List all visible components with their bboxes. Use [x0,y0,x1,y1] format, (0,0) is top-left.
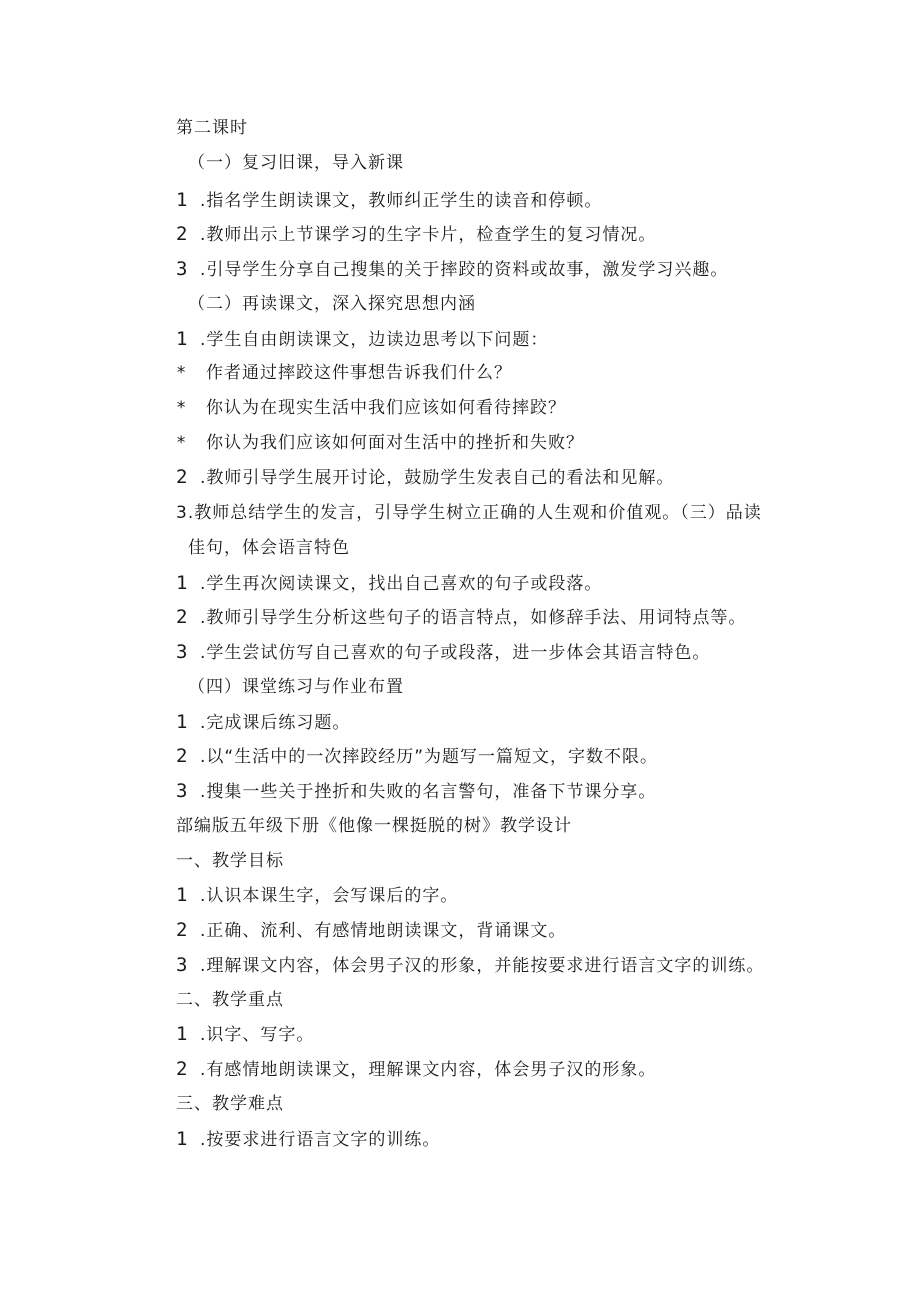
bullet-item: * 作者通过摔跤这件事想告诉我们什么？ [176,363,512,383]
list-item: 1 .按要求进行语言文字的训练。 [176,1128,441,1150]
list-item: 1 .认识本课生字，会写课后的字。 [176,884,459,906]
section-heading: （四）课堂练习与作业布置 [188,677,404,697]
list-item: 1 .完成课后练习题。 [176,711,351,733]
bullet-item: * 你认为在现实生活中我们应该如何看待摔跤？ [176,398,566,418]
section-heading: 三、教学难点 [176,1094,284,1114]
document-title: 部编版五年级下册《他像一棵挺脱的树》教学设计 [176,816,572,836]
section-heading: （二）再读课文，深入探究思想内涵 [188,294,476,314]
section-heading: 二、教学重点 [176,990,284,1010]
list-item: 2 .有感情地朗读课文，理解课文内容，体会男子汉的形象。 [176,1058,657,1080]
list-item: 2 .教师出示上节课学习的生字卡片，检查学生的复习情况。 [176,223,657,245]
bullet-item: * 你认为我们应该如何面对生活中的挫折和失败？ [176,433,584,453]
paragraph-continuation: 佳句，体会语言特色 [188,538,350,558]
section-heading: （一）复习旧课，导入新课 [188,153,404,173]
list-item: 3 .搜集一些关于挫折和失败的名言警句，准备下节课分享。 [176,780,657,802]
list-item: 1 .识字、写字。 [176,1023,315,1045]
list-item: 1 .学生自由朗读课文，边读边思考以下问题： [176,328,549,350]
list-item: 2 .教师引导学生展开讨论，鼓励学生发表自己的看法和见解。 [176,466,675,488]
list-item: 2 .正确、流利、有感情地朗读课文，背诵课文。 [176,919,567,941]
list-item: 2 .教师引导学生分析这些句子的语言特点，如修辞手法、用词特点等。 [176,606,747,628]
list-item: 3 .学生尝试仿写自己喜欢的句子或段落，进一步体会其语言特色。 [176,641,711,663]
section-heading: 一、教学目标 [176,851,284,871]
list-item: 3 .理解课文内容，体会男子汉的形象，并能按要求进行语言文字的训练。 [176,954,765,976]
list-item: 1 .学生再次阅读课文，找出自己喜欢的句子或段落。 [176,572,603,594]
list-item: 3 .引导学生分享自己搜集的关于摔跤的资料或故事，激发学习兴趣。 [176,258,729,280]
list-item: 2 .以“生活中的一次摔跤经历”为题写一篇短文，字数不限。 [176,745,659,767]
paragraph-line: 3.教师总结学生的发言，引导学生树立正确的人生观和价值观。（三）品读 [176,503,762,523]
heading-lesson-two: 第二课时 [176,118,248,138]
list-item: 1 .指名学生朗读课文，教师纠正学生的读音和停顿。 [176,189,603,211]
